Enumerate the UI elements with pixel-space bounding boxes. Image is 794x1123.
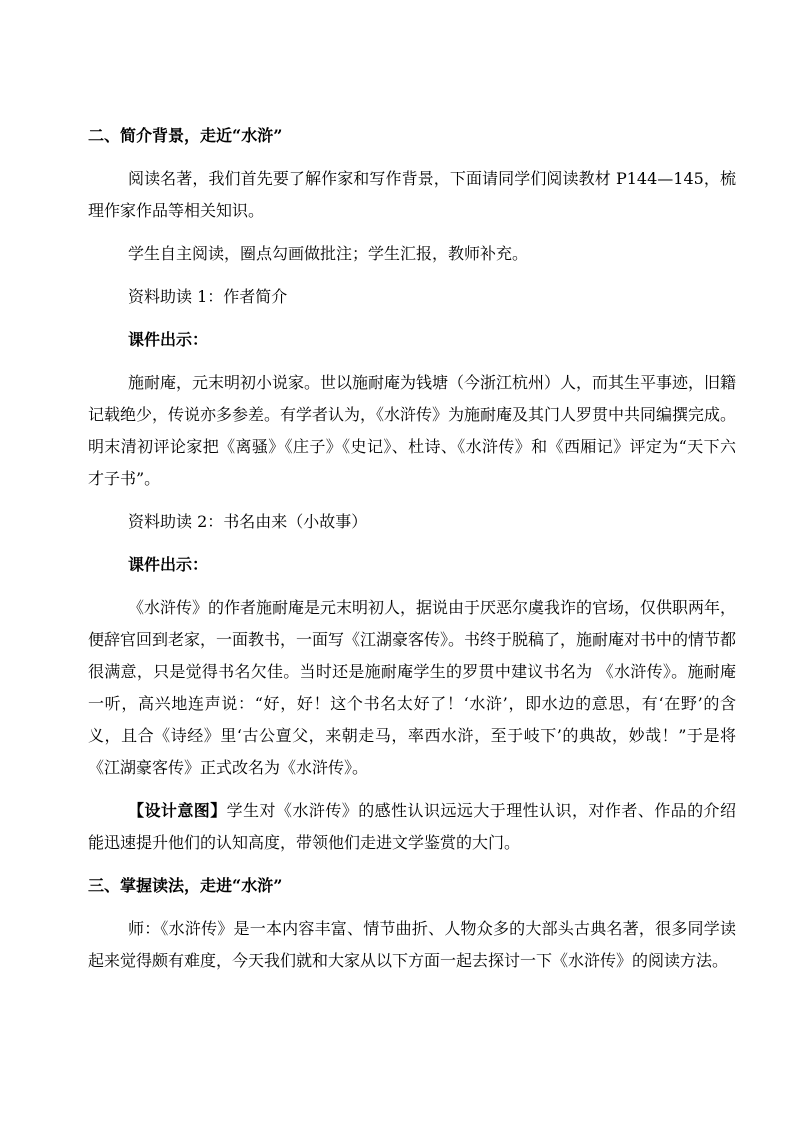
paragraph-student-activity: 学生自主阅读，圈点勾画做批注；学生汇报，教师补充。	[128, 244, 529, 263]
paragraph-teacher-intro: 师：《水浒传》是一本内容丰富、情节曲折、人物众多的大部头古典名著，很多同学读起来觉得颇有难度，今天我们就和大家从以下方面一起去探讨一下《水浒传》的阅读方法。	[88, 919, 736, 970]
design-intent-label: 【设计意图】	[128, 801, 227, 820]
paragraph-title-story: 《水浒传》的作者施耐庵是元末明初人，据说由于厌恶尔虞我诈的官场，仅供职两年，便辞官回到老家，一面教书，一面写《江湖豪客传》。书终于脱稿了，施耐庵对书中的情节都很满意，只是觉得书名欠佳。当时还是施耐庵学生的罗贯中建议书名为 《水浒传》。施耐庵一听，高兴地连声说：“好，好！这个书名太好了！‘水浒’，即水边的意思，有‘在野’的含义，且合《诗经》里‘古公亶父，来朝走马，率西水浒，至于岐下’的典故，妙哉！”于是将《江湖豪客传》正式改名为《水浒传》。	[88, 598, 737, 777]
paragraph-reading-intro: 阅读名著，我们首先要了解作家和写作背景，下面请同学们阅读教材 P144—145，梳理作家作品等相关知识。	[88, 169, 736, 220]
material-label-author: 资料助读 1：作者简介	[128, 287, 288, 306]
document-body	[88, 120, 736, 977]
courseware-label-1: 课件出示：	[128, 330, 209, 349]
section-heading-2: 二、简介背景，走近“水浒”	[88, 126, 283, 145]
paragraph-design-intent	[88, 795, 736, 859]
material-label-title-origin: 资料助读 2：书名由来（小故事）	[128, 512, 368, 531]
courseware-label-2: 课件出示：	[128, 555, 209, 574]
design-intent-text: 学生对《水浒传》的感性认识远远大于理性认识，对作者、作品的介绍能迅速提升他们的认知高度，带领他们走进文学鉴赏的大门。	[88, 801, 736, 852]
paragraph-author-intro: 施耐庵，元末明初小说家。世以施耐庵为钱塘（今浙江杭州）人，而其生平事迹，旧籍记载绝少，传说亦多参差。有学者认为，《水浒传》为施耐庵及其门人罗贯中共同编撰完成。明末清初评论家把《离骚》《庄子》《史记》、杜诗、《水浒传》和《西厢记》评定为“天下六才子书”。	[88, 373, 737, 488]
section-heading-3: 三、掌握读法，走进“水浒”	[88, 876, 283, 895]
